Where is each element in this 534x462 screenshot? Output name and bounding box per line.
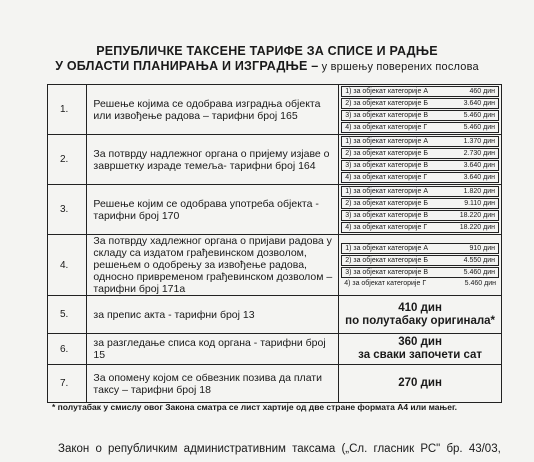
fee-line xyxy=(341,186,499,197)
fee-amount: 5.460 дин xyxy=(463,268,495,276)
tariff-row xyxy=(48,334,502,365)
fee-amount: 5.460 дин xyxy=(463,124,495,131)
fee-category: 1) за објекат категорије А xyxy=(345,138,428,145)
title-line2-main: У ОБЛАСТИ ПЛАНИРАЊА И ИЗГРАДЊЕ – xyxy=(55,59,319,73)
fee-amount-big: 360 дин за сваки започети сат xyxy=(358,336,483,361)
fee-category: 1) за објекат категорије А xyxy=(345,88,428,95)
fee-line xyxy=(341,279,499,288)
row-fees xyxy=(339,296,502,334)
row-number: 7. xyxy=(48,365,87,403)
tariff-row xyxy=(48,185,502,235)
row-fees xyxy=(339,85,502,135)
fee-category: 3) за објекат категорије В xyxy=(345,212,428,219)
fee-line xyxy=(341,210,499,221)
tariff-row xyxy=(48,135,502,185)
row-number: 4. xyxy=(48,235,87,296)
fee-category: 2) за објекат категорије Б xyxy=(345,100,428,107)
tariff-row xyxy=(48,85,502,135)
fee-category: 2) за објекат категорије Б xyxy=(345,256,428,264)
tariff-row xyxy=(48,365,502,403)
law-reference: Закон о републичким административним таксама („Сл. гласник РС" бр. 43/03, xyxy=(58,443,501,455)
row-fees xyxy=(339,334,502,365)
fee-line xyxy=(341,172,499,183)
fee-line xyxy=(341,136,499,147)
row-description: за разгледање списа код органа - тарифни број 15 xyxy=(87,334,339,365)
fee-amount: 1.820 дин xyxy=(463,188,495,195)
fee-amount: 4.550 дин xyxy=(463,256,495,264)
fee-category: 3) за објекат категорије В xyxy=(345,268,428,276)
row-description: Решење којим се одобрава употреба објекта - тарифни број 170 xyxy=(87,185,339,235)
row-fees xyxy=(339,365,502,403)
fee-amount: 18.220 дин xyxy=(459,212,495,219)
footnote: * полутабак у смислу овог Закона сматра се лист хартије од две стране формата А4 или мањег. xyxy=(52,402,458,412)
fee-category: 4) за објекат категорије Г xyxy=(345,224,428,231)
row-description: За опомену којом се обвезник позива да плати таксу – тарифни број 18 xyxy=(87,365,339,403)
fee-line xyxy=(341,160,499,171)
fee-category: 2) за објекат категорије Б xyxy=(345,200,428,207)
fee-amount: 460 дин xyxy=(469,88,495,95)
fee-amount: 5.460 дин xyxy=(463,112,495,119)
fee-line xyxy=(341,267,499,278)
row-number: 6. xyxy=(48,334,87,365)
row-fees xyxy=(339,235,502,296)
fee-amount-big: 410 дин по полутабаку оригинала* xyxy=(345,301,496,327)
row-number: 2. xyxy=(48,135,87,185)
fee-line xyxy=(341,255,499,266)
row-fees xyxy=(339,185,502,235)
row-description: Решење којима се одобрава изградња објекта или извођење радова – тарифни број 165 xyxy=(87,85,339,135)
fee-category: 4) за објекат категорије Г xyxy=(345,124,428,131)
row-number: 5. xyxy=(48,296,87,334)
document-title-line2 xyxy=(0,59,534,73)
fee-amount: 1.370 дин xyxy=(463,138,495,145)
fee-line xyxy=(341,198,499,209)
fee-line xyxy=(341,110,499,121)
fee-category: 3) за објекат категорије В xyxy=(345,162,428,169)
fee-category: 3) за објекат категорије В xyxy=(345,112,428,119)
fee-line xyxy=(341,86,499,97)
row-number: 1. xyxy=(48,85,87,135)
fee-category: 1) за објекат категорије А xyxy=(345,188,428,195)
fee-category: 1) за објекат категорије А xyxy=(345,244,428,252)
tariff-table xyxy=(47,84,502,403)
fee-line xyxy=(341,122,499,133)
fee-amount: 5.460 дин xyxy=(464,279,496,287)
fee-amount-big: 270 дин xyxy=(398,377,442,389)
title-line2-suffix: у вршењу поверених послова xyxy=(318,61,479,73)
fee-category: 4) за објекат категорије Г xyxy=(345,174,428,181)
fee-amount: 3.640 дин xyxy=(463,174,495,181)
document-title-line1: РЕПУБЛИЧКЕ ТАКСЕНЕ ТАРИФЕ ЗА СПИСЕ И РАДЊЕ xyxy=(96,44,438,58)
fee-amount: 3.640 дин xyxy=(463,100,495,107)
fee-category: 4) за објекат категорије Г xyxy=(344,279,427,287)
tariff-row xyxy=(48,235,502,296)
fee-line xyxy=(341,243,499,254)
row-description: За потврду надлежног органа о пријему изјаве о завршетку израде темеља- тарифни број 164 xyxy=(87,135,339,185)
fee-amount: 3.640 дин xyxy=(463,162,495,169)
fee-line xyxy=(341,222,499,233)
row-description: за препис акта - тарифни број 13 xyxy=(87,296,339,334)
fee-amount: 9.110 дин xyxy=(464,200,495,207)
fee-line xyxy=(341,98,499,109)
fee-line xyxy=(341,148,499,159)
row-number: 3. xyxy=(48,185,87,235)
tariff-row xyxy=(48,296,502,334)
fee-amount: 910 дин xyxy=(469,244,495,252)
fee-amount: 2.730 дин xyxy=(463,150,495,157)
fee-category: 2) за објекат категорије Б xyxy=(345,150,428,157)
row-fees xyxy=(339,135,502,185)
fee-amount: 18.220 дин xyxy=(459,224,495,231)
row-description: За потврду хадлежног органа о пријави радова у складу са издатом грађевинском дозволом, решењем о одобрењу за извођење радова, односно привременом грађевинском дозволом – тарифни број 171а xyxy=(87,235,339,296)
